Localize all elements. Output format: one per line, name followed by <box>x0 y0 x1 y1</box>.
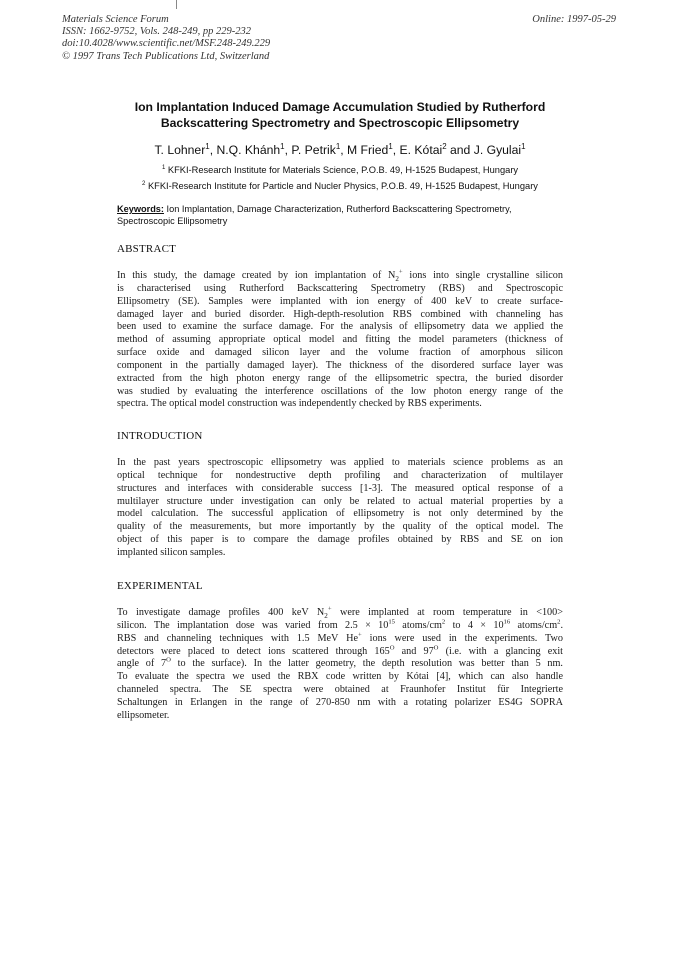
journal-name: Materials Science Forum <box>62 14 169 25</box>
journal-copyright: © 1997 Trans Tech Publications Ltd, Switzerland <box>62 50 270 62</box>
introduction-text: In the past years spectroscopic ellipsometry was applied to materials science problems as an optical technique for nondestructive depth profiling and characterization of multilayer structures and interfaces with considerable success [1-3]. The measured optical response of a multilayer structure under investigation can only be related to actual material properties by a model calculation. The successful application of ellipsometry is not only determined by the quality of the measurements, but more importantly by the quality of the optical model. The object of this paper is to compare the damage profiles obtained by RBS and SE on ion implanted silicon samples. <box>117 457 563 558</box>
affiliation-1: $^1$ KFKI-Research Institute for Materials Science, P.O.B. 49, H-1525 Budapest, Hungary <box>161 164 519 175</box>
scan-tick-mark <box>176 0 177 9</box>
journal-doi: doi:10.4028/www.scientific.net/MSF.248-249.229 <box>62 38 271 50</box>
author: P. Petrik$^1$, <box>291 141 348 157</box>
affiliation-2: $^2$ KFKI-Research Institute for Particle and Nucler Physics, P.O.B. 49, H-1525 Budapest, Hungary <box>142 180 538 191</box>
title-line-2: Backscattering Spectrometry and Spectroscopic Ellipsometry <box>160 115 520 130</box>
abstract-text: In this study, the damage created by ion implantation of $N_2^+$ ions into single crystalline silicon is characterised using Rutherford Backscattering Spectrometry (RBS) and Spectroscopic Ellipsometry (SE). Samples were implanted with ion energy of 400 keV to create surface- damaged layer and buried disorder. High-depth-resolution RBS combined with channeling has been used to examine the surface damage. For the analysis of ellipsometry data we applied the method of assuming appropriate optical model and fitting the model parameters (thickness of surface oxide and damaged silicon layer and the volume fraction of amorphous silicon component in the partially damaged layer). The thickness of the disordered surface layer was extracted from the high photon energy range of the ellipsometric spectra, the buried disorder was studied by evaluating the interference oscillations of the low photon energy range of the spectra. The optical model construction was independently checked by RBS experiments. <box>117 268 563 410</box>
author-list <box>60 143 620 157</box>
author: M Fried$^1$, <box>347 141 400 157</box>
keywords: Keywords: Ion Implantation, Damage Characterization, Rutherford Backscattering Spectrometry, Spectroscopic Ellipsometry <box>117 204 512 226</box>
journal-info <box>62 14 270 63</box>
keywords-label: Keywords: <box>117 204 164 214</box>
experimental-text: To investigate damage profiles 400 keV $N_2^+$ were implanted at room temperature in <100> silicon. The implantation dose was varied from $2.5 \times 10^{15}$ atoms/$cm^2$ to $4 \times 10^{16}$ atoms/$cm^2$. RBS and channeling techniques with 1.5 MeV He+ ions were used in the experiments. Two detectors were placed to detect ions scattered through $165^O$ and $97^O$ (i.e. with a glancing exit angle of $7^O$ to the surface). In the latter geometry, the depth resolution was better than 5 nm. To evaluate the spectra we used the RBX code written by Kótai [4], which can also handle channeled spectra. The SE spectra were obtained at Fraunhofer Institut für Integrierte Schaltungen in Erlangen in the range of 270-850 nm with a rotating polarizer ES4G SOPRA ellipsometer. <box>117 605 564 721</box>
journal-issn: ISSN: 1662-9752, Vols. 248-249, pp 229-232 <box>62 26 251 38</box>
author: T. Lohner$^1$, <box>154 141 217 157</box>
experimental-heading: EXPERIMENTAL <box>117 580 203 592</box>
author: J. Gyulai$^1$ <box>473 141 526 157</box>
abstract-heading: ABSTRACT <box>117 243 177 255</box>
title-line-1: Ion Implantation Induced Damage Accumulation Studied by Rutherford <box>134 100 546 114</box>
author: N.Q. Khánh$^1$, <box>216 141 292 157</box>
author: E. Kótai$^2$ and <box>399 141 474 157</box>
introduction-heading: INTRODUCTION <box>117 430 203 442</box>
online-date: Online: 1997-05-29 <box>532 14 616 25</box>
paper-title <box>80 100 600 131</box>
